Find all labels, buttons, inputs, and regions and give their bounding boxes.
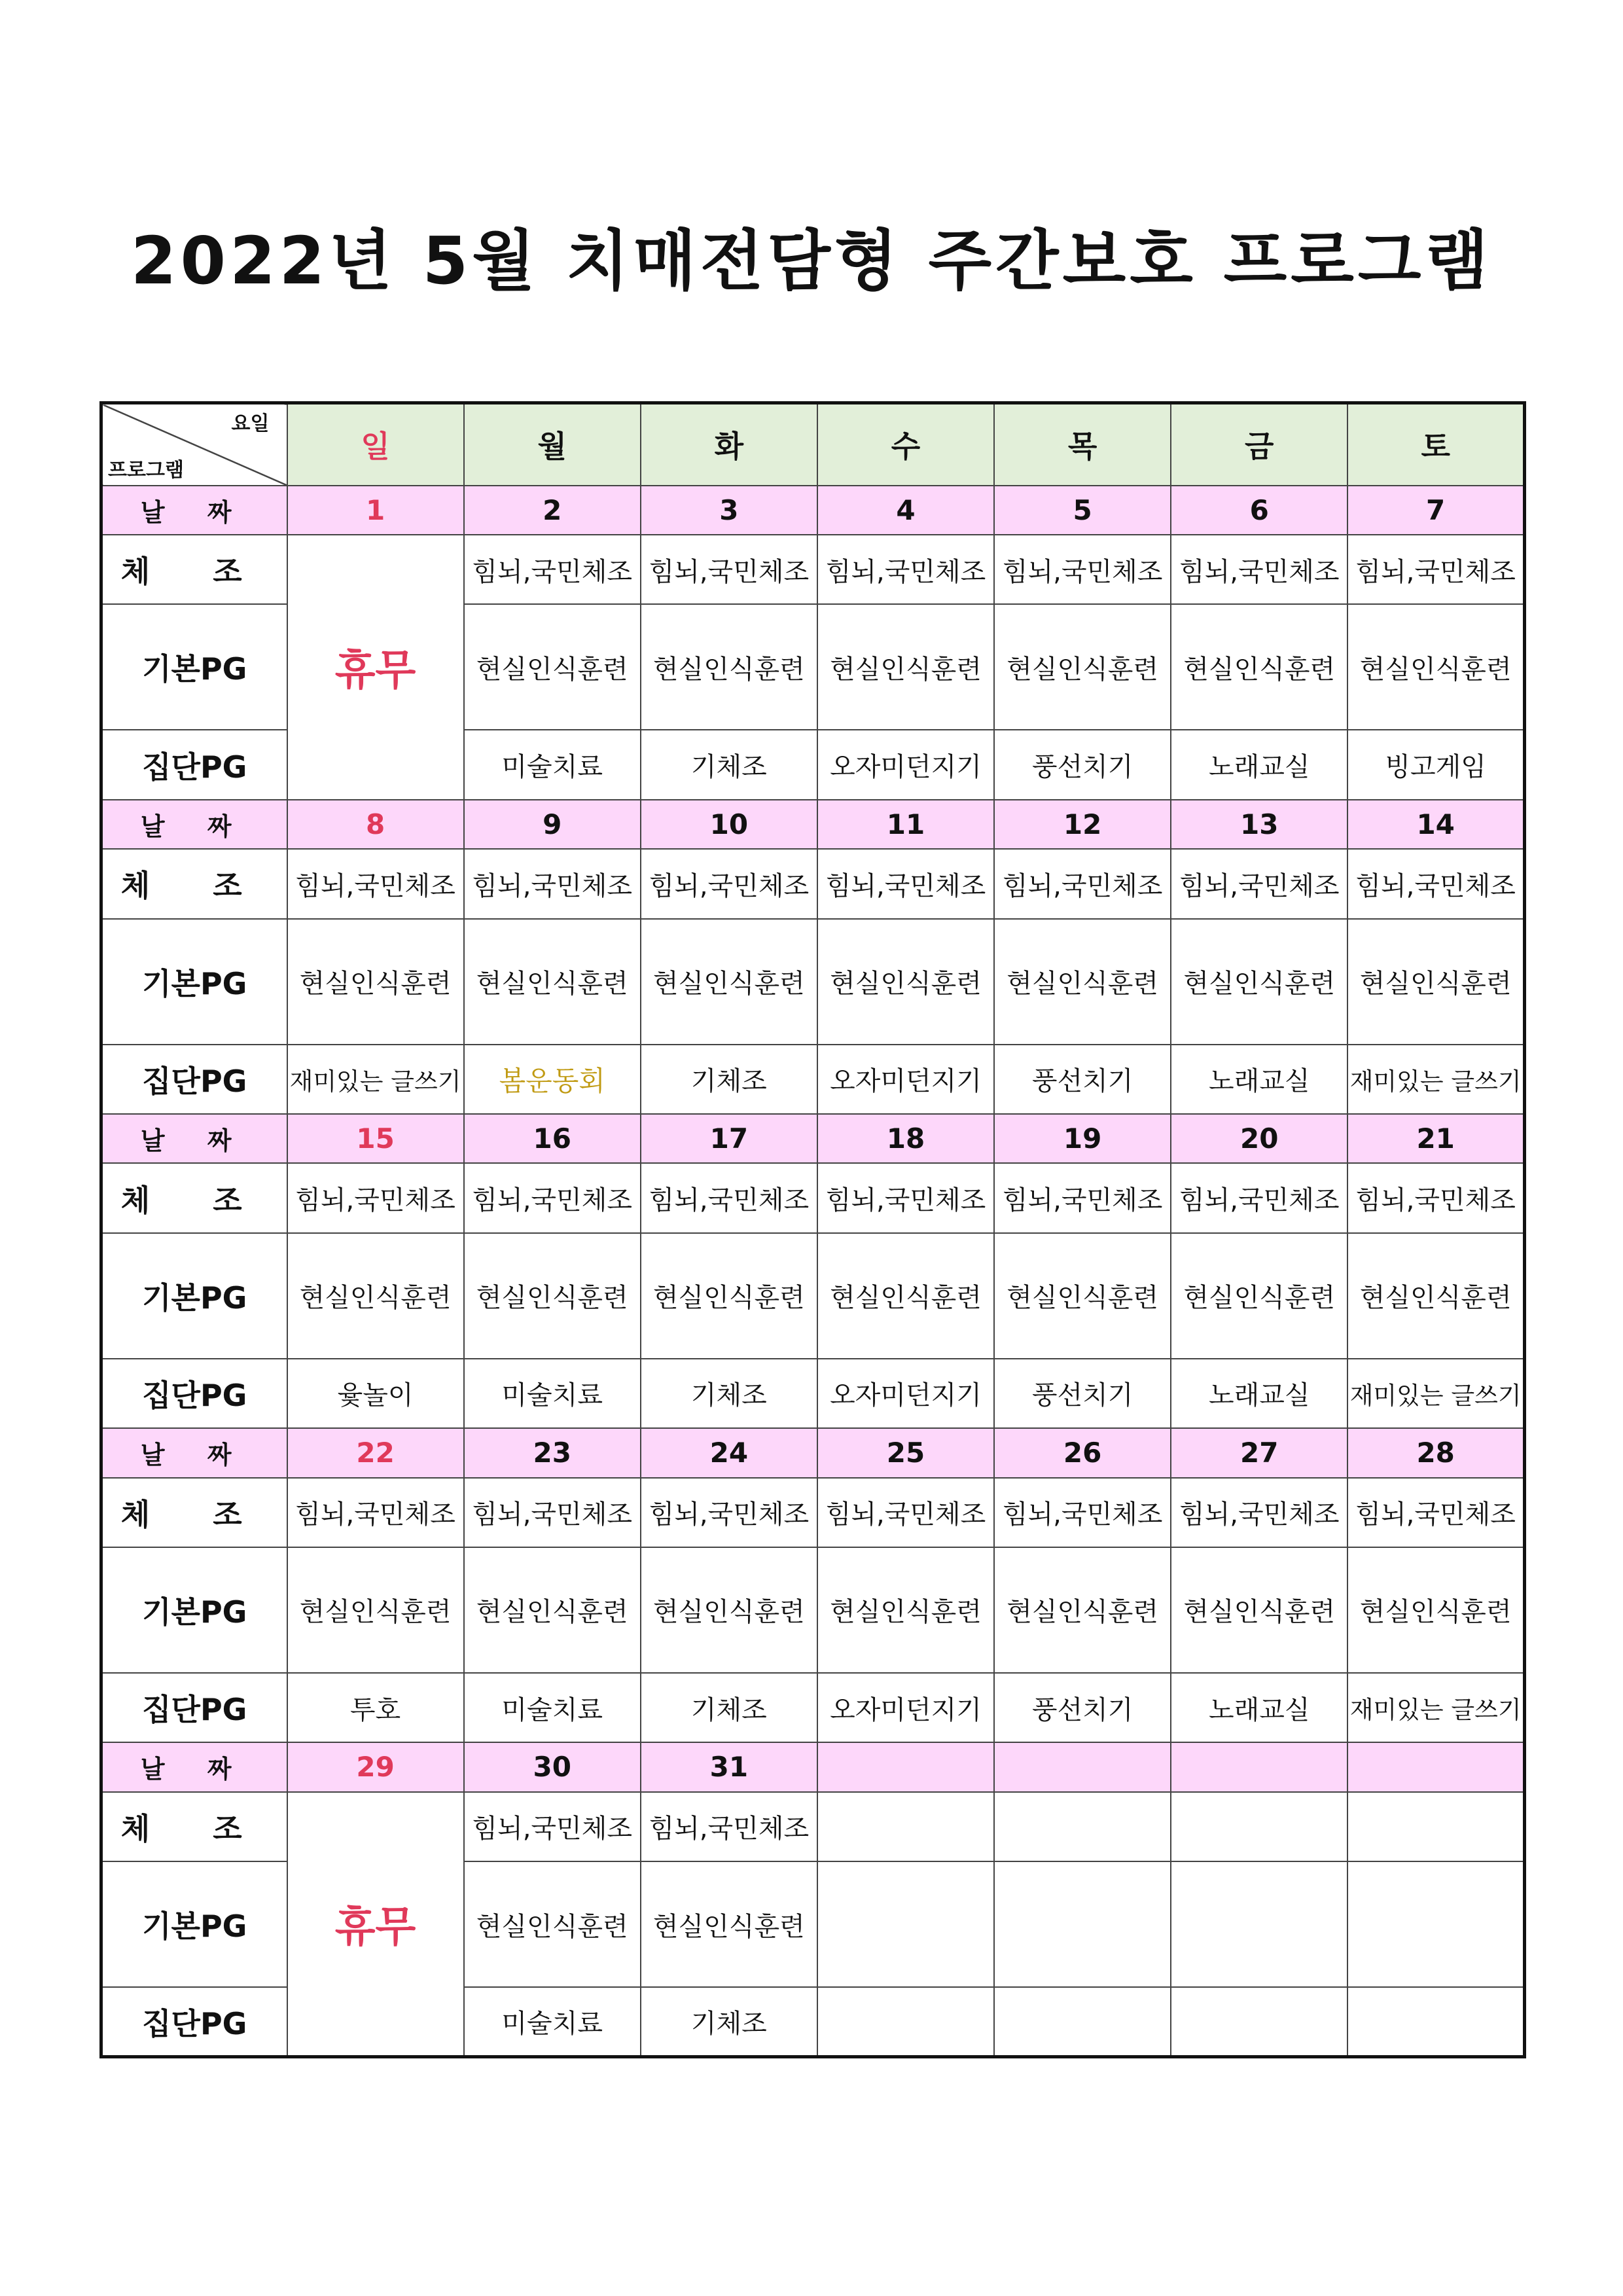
week-body [101,486,1525,2057]
exercise-cell-fri: 힘뇌,국민체조 [1171,1163,1347,1232]
group-cell-tue: 기체조 [641,1987,817,2056]
basic-cell-sun: 현실인식훈련 [287,1233,464,1359]
exercise-cell-thu: 힘뇌,국민체조 [994,1478,1171,1547]
date-cell-fri [1171,1742,1347,1792]
date-cell-sat: 7 [1347,486,1524,535]
date-cell-thu: 12 [994,800,1171,850]
group-cell-wed: 오자미던지기 [817,1359,994,1428]
group-cell-wed: 오자미던지기 [817,1045,994,1114]
group-cell-thu: 풍선치기 [994,1673,1171,1742]
exercise-cell-tue: 힘뇌,국민체조 [641,1478,817,1547]
date-cell-wed: 4 [817,486,994,535]
group-cell-sun: 윷놀이 [287,1359,464,1428]
holiday-cell: 휴무 [287,1792,464,2057]
group-cell-sat: 재미있는 글쓰기 [1347,1673,1524,1742]
date-cell-fri: 20 [1171,1114,1347,1164]
date-cell-thu: 5 [994,486,1171,535]
group-cell-tue: 기체조 [641,730,817,799]
group-row-label: 집단PG [101,730,287,799]
corner-header [101,403,287,486]
weekday-sun: 일 [287,403,464,486]
date-cell-sun: 8 [287,800,464,850]
exercise-cell-sat: 힘뇌,국민체조 [1347,535,1524,604]
basic-cell-mon: 현실인식훈련 [464,604,641,730]
exercise-row-label: 체 조 [101,849,287,918]
group-row-label: 집단PG [101,1987,287,2056]
corner-weekday-label: 요일 [231,412,270,435]
date-row-label: 날 짜 [101,486,287,535]
date-cell-fri: 13 [1171,800,1347,850]
basic-cell-sat: 현실인식훈련 [1347,1547,1524,1673]
date-cell-fri: 6 [1171,486,1347,535]
date-row-label: 날 짜 [101,1114,287,1164]
basic-cell-tue: 현실인식훈련 [641,1861,817,1987]
basic-row-label: 기본PG [101,1861,287,1987]
exercise-cell-fri [1171,1792,1347,1861]
group-cell-tue: 기체조 [641,1045,817,1114]
group-cell-thu [994,1987,1171,2056]
weekday-tue: 화 [641,403,817,486]
basic-cell-sat: 현실인식훈련 [1347,919,1524,1045]
date-cell-sat: 28 [1347,1428,1524,1478]
basic-row-label: 기본PG [101,1547,287,1673]
group-cell-sun: 재미있는 글쓰기 [287,1045,464,1114]
weekday-sat: 토 [1347,403,1524,486]
basic-cell-mon: 현실인식훈련 [464,1547,641,1673]
date-cell-tue: 17 [641,1114,817,1164]
exercise-cell-thu: 힘뇌,국민체조 [994,535,1171,604]
basic-cell-tue: 현실인식훈련 [641,919,817,1045]
group-cell-tue: 기체조 [641,1359,817,1428]
group-cell-mon: 봄운동회 [464,1045,641,1114]
basic-cell-thu: 현실인식훈련 [994,604,1171,730]
group-row [101,1359,1525,1428]
date-row-label: 날 짜 [101,800,287,850]
weekday-wed: 수 [817,403,994,486]
weekday-fri: 금 [1171,403,1347,486]
group-cell-tue: 기체조 [641,1673,817,1742]
date-row [101,1428,1525,1478]
exercise-cell-sat: 힘뇌,국민체조 [1347,1478,1524,1547]
date-row [101,800,1525,850]
basic-cell-wed: 현실인식훈련 [817,604,994,730]
basic-row [101,1547,1525,1673]
date-row [101,1114,1525,1164]
date-cell-mon: 30 [464,1742,641,1792]
group-row-label: 집단PG [101,1359,287,1428]
basic-row [101,919,1525,1045]
date-cell-tue: 31 [641,1742,817,1792]
basic-cell-tue: 현실인식훈련 [641,604,817,730]
date-cell-mon: 16 [464,1114,641,1164]
date-cell-wed [817,1742,994,1792]
group-cell-mon: 미술치료 [464,1673,641,1742]
basic-cell-wed [817,1861,994,1987]
date-cell-wed: 18 [817,1114,994,1164]
basic-row-label: 기본PG [101,604,287,730]
weekday-thu: 목 [994,403,1171,486]
group-row [101,1045,1525,1114]
basic-cell-thu: 현실인식훈련 [994,1547,1171,1673]
date-cell-sun: 15 [287,1114,464,1164]
corner-program-label: 프로그램 [108,458,184,482]
exercise-cell-sun: 힘뇌,국민체조 [287,1163,464,1232]
exercise-cell-tue: 힘뇌,국민체조 [641,1792,817,1861]
group-cell-fri: 노래교실 [1171,1359,1347,1428]
group-cell-fri: 노래교실 [1171,1045,1347,1114]
group-cell-thu: 풍선치기 [994,730,1171,799]
group-cell-sat [1347,1987,1524,2056]
date-cell-mon: 9 [464,800,641,850]
group-cell-fri: 노래교실 [1171,1673,1347,1742]
basic-cell-thu: 현실인식훈련 [994,919,1171,1045]
exercise-row [101,1163,1525,1232]
date-cell-sat [1347,1742,1524,1792]
exercise-cell-sat [1347,1792,1524,1861]
exercise-row-label: 체 조 [101,1478,287,1547]
group-row-label: 집단PG [101,1045,287,1114]
basic-cell-fri: 현실인식훈련 [1171,1233,1347,1359]
basic-cell-wed: 현실인식훈련 [817,1547,994,1673]
exercise-row [101,1792,1525,1861]
page-title: 2022년 5월 치매전담형 주간보호 프로그램 [130,223,1493,299]
date-cell-mon: 23 [464,1428,641,1478]
date-cell-wed: 25 [817,1428,994,1478]
exercise-row-label: 체 조 [101,1163,287,1232]
exercise-cell-wed: 힘뇌,국민체조 [817,535,994,604]
exercise-cell-thu [994,1792,1171,1861]
basic-cell-sun: 현실인식훈련 [287,919,464,1045]
basic-cell-fri: 현실인식훈련 [1171,919,1347,1045]
group-cell-thu: 풍선치기 [994,1359,1171,1428]
date-cell-thu [994,1742,1171,1792]
exercise-cell-wed: 힘뇌,국민체조 [817,1478,994,1547]
basic-cell-wed: 현실인식훈련 [817,919,994,1045]
group-cell-mon: 미술치료 [464,1359,641,1428]
exercise-row [101,849,1525,918]
basic-cell-mon: 현실인식훈련 [464,1233,641,1359]
exercise-cell-fri: 힘뇌,국민체조 [1171,535,1347,604]
exercise-cell-fri: 힘뇌,국민체조 [1171,849,1347,918]
date-cell-wed: 11 [817,800,994,850]
basic-cell-sat [1347,1861,1524,1987]
holiday-cell: 휴무 [287,535,464,800]
group-cell-mon: 미술치료 [464,730,641,799]
date-row [101,1742,1525,1792]
date-cell-tue: 3 [641,486,817,535]
basic-row-label: 기본PG [101,1233,287,1359]
basic-row [101,1233,1525,1359]
date-cell-sun: 22 [287,1428,464,1478]
basic-cell-thu: 현실인식훈련 [994,1233,1171,1359]
exercise-cell-mon: 힘뇌,국민체조 [464,849,641,918]
exercise-row-label: 체 조 [101,535,287,604]
basic-cell-mon: 현실인식훈련 [464,1861,641,1987]
exercise-cell-sun: 힘뇌,국민체조 [287,1478,464,1547]
date-row-label: 날 짜 [101,1742,287,1792]
exercise-cell-tue: 힘뇌,국민체조 [641,535,817,604]
group-cell-sun: 투호 [287,1673,464,1742]
basic-cell-sat: 현실인식훈련 [1347,1233,1524,1359]
basic-cell-tue: 현실인식훈련 [641,1547,817,1673]
basic-cell-wed: 현실인식훈련 [817,1233,994,1359]
exercise-row [101,1478,1525,1547]
date-cell-tue: 24 [641,1428,817,1478]
group-cell-sat: 재미있는 글쓰기 [1347,1359,1524,1428]
group-cell-sat: 재미있는 글쓰기 [1347,1045,1524,1114]
exercise-cell-fri: 힘뇌,국민체조 [1171,1478,1347,1547]
date-cell-thu: 26 [994,1428,1171,1478]
group-cell-sat: 빙고게임 [1347,730,1524,799]
date-cell-fri: 27 [1171,1428,1347,1478]
date-cell-sun: 29 [287,1742,464,1792]
exercise-cell-sat: 힘뇌,국민체조 [1347,1163,1524,1232]
exercise-row [101,535,1525,604]
group-row [101,1673,1525,1742]
date-cell-mon: 2 [464,486,641,535]
weekly-program-table [99,401,1526,2058]
group-cell-thu: 풍선치기 [994,1045,1171,1114]
group-cell-fri: 노래교실 [1171,730,1347,799]
exercise-cell-tue: 힘뇌,국민체조 [641,1163,817,1232]
date-cell-tue: 10 [641,800,817,850]
exercise-cell-sat: 힘뇌,국민체조 [1347,849,1524,918]
exercise-cell-wed: 힘뇌,국민체조 [817,1163,994,1232]
group-cell-wed: 오자미던지기 [817,730,994,799]
weekday-mon: 월 [464,403,641,486]
date-cell-sat: 21 [1347,1114,1524,1164]
exercise-cell-tue: 힘뇌,국민체조 [641,849,817,918]
exercise-cell-mon: 힘뇌,국민체조 [464,1478,641,1547]
date-cell-sun: 1 [287,486,464,535]
exercise-cell-wed: 힘뇌,국민체조 [817,849,994,918]
group-cell-mon: 미술치료 [464,1987,641,2056]
basic-row-label: 기본PG [101,919,287,1045]
date-cell-thu: 19 [994,1114,1171,1164]
date-cell-sat: 14 [1347,800,1524,850]
basic-cell-sun: 현실인식훈련 [287,1547,464,1673]
basic-cell-fri [1171,1861,1347,1987]
basic-cell-fri: 현실인식훈련 [1171,1547,1347,1673]
exercise-cell-thu: 힘뇌,국민체조 [994,1163,1171,1232]
exercise-cell-sun: 힘뇌,국민체조 [287,849,464,918]
group-cell-wed [817,1987,994,2056]
group-cell-wed: 오자미던지기 [817,1673,994,1742]
basic-cell-thu [994,1861,1171,1987]
exercise-cell-wed [817,1792,994,1861]
group-row-label: 집단PG [101,1673,287,1742]
basic-cell-tue: 현실인식훈련 [641,1233,817,1359]
exercise-cell-mon: 힘뇌,국민체조 [464,1163,641,1232]
group-cell-fri [1171,1987,1347,2056]
exercise-cell-mon: 힘뇌,국민체조 [464,535,641,604]
basic-cell-mon: 현실인식훈련 [464,919,641,1045]
date-row-label: 날 짜 [101,1428,287,1478]
basic-cell-sat: 현실인식훈련 [1347,604,1524,730]
basic-cell-fri: 현실인식훈련 [1171,604,1347,730]
exercise-row-label: 체 조 [101,1792,287,1861]
exercise-cell-mon: 힘뇌,국민체조 [464,1792,641,1861]
exercise-cell-thu: 힘뇌,국민체조 [994,849,1171,918]
date-row [101,486,1525,535]
weekday-header-row [101,403,1525,486]
